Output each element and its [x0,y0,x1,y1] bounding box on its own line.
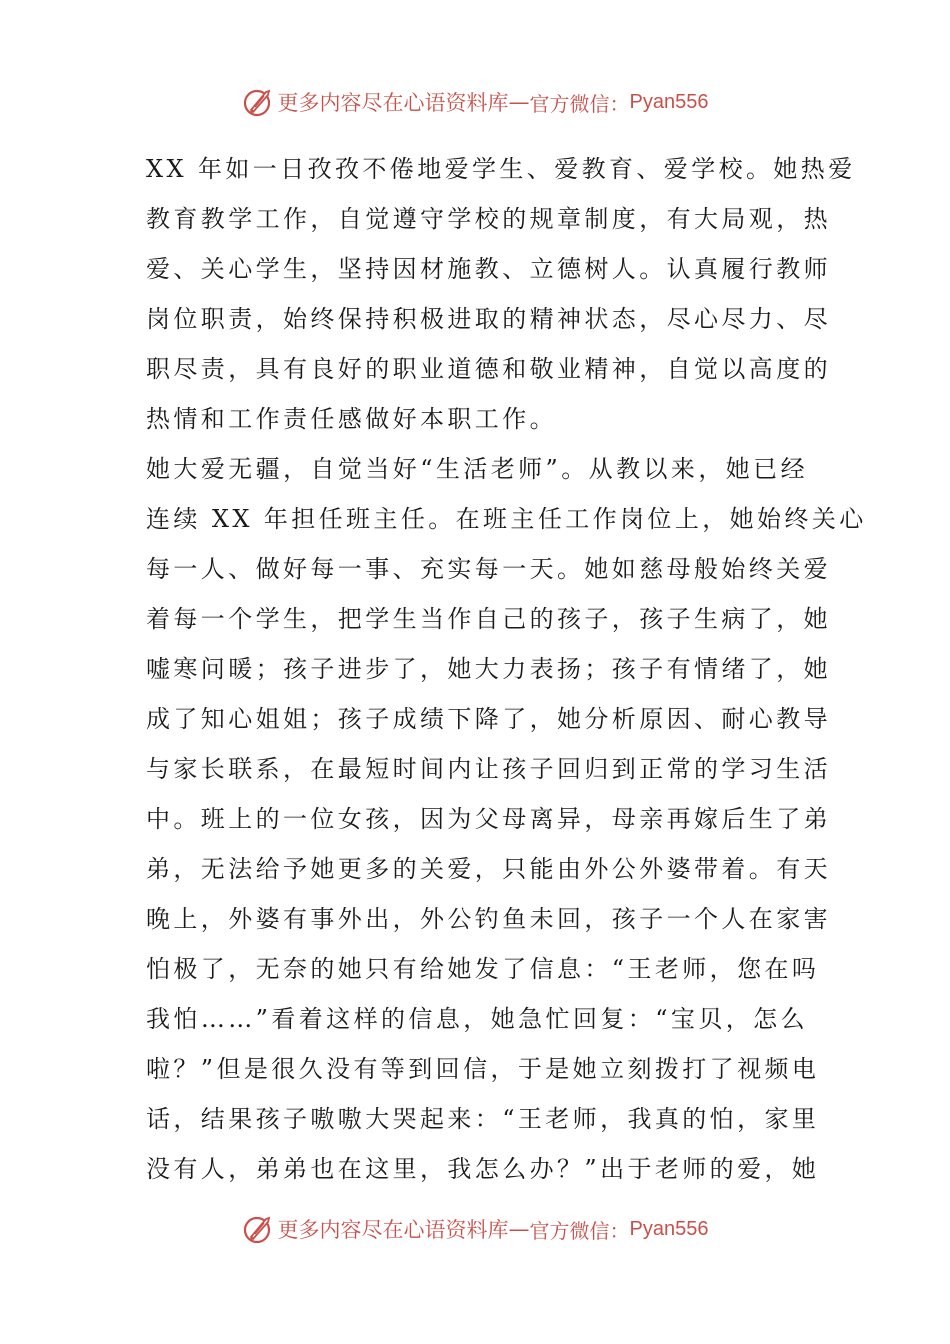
text-line: 怕极了，无奈的她只有给她发了信息：“王老师，您在吗 [146,955,820,983]
wechat-label: 官方微信： [529,1218,630,1243]
document-body [146,144,867,1194]
brand-text: 更多内容尽在心语资料库 [277,91,509,115]
text-line: 与家长联系，在最短时间内让孩子回归到正常的学习生活 [146,755,831,783]
text-line: 晚上，外婆有事外出，外公钓鱼未回，孩子一个人在家害 [146,905,831,933]
text-line: 热情和工作责任感做好本职工作。 [146,405,557,433]
brand-text: 更多内容尽在心语资料库 [277,1218,509,1242]
text-line: 爱、关心学生，坚持因材施教、立德树人。认真履行教师 [146,255,831,283]
text-line: 她大爱无疆，自觉当好“生活老师”。从教以来，她已经 [146,455,808,483]
text-line: 弟，无法给予她更多的关爱，只能由外公外婆带着。有天 [146,855,831,883]
text-line: 中。班上的一位女孩，因为父母离异，母亲再嫁后生了弟 [146,805,831,833]
separator-dash: — [508,1217,530,1241]
text-line: 每一人、做好每一事、充实每一天。她如慈母般始终关爱 [146,555,831,583]
separator-dash: — [508,90,530,114]
wechat-id: Pyan556 [629,1217,709,1240]
text-line: 着每一个学生，把学生当作自己的孩子，孩子生病了，她 [146,605,831,633]
text-line: 没有人，弟弟也在这里，我怎么办？”出于老师的爱，她 [146,1155,820,1183]
text-line: 连续 XX 年担任班主任。在班主任工作岗位上，她始终关心 [146,505,867,533]
header-banner [0,82,950,122]
footer-banner [0,1209,950,1249]
text-line: 成了知心姐姐；孩子成绩下降了，她分析原因、耐心教导 [146,705,831,733]
text-line: 职尽责，具有良好的职业道德和敬业精神，自觉以高度的 [146,355,831,383]
text-line: 岗位职责，始终保持积极进取的精神状态，尽心尽力、尽 [146,305,831,333]
text-line: 啦？”但是很久没有等到回信，于是她立刻拨打了视频电 [146,1055,820,1083]
wechat-label: 官方微信： [529,91,630,116]
wechat-id: Pyan556 [629,90,709,113]
quill-pen-logo-icon [242,1213,274,1245]
text-line: XX 年如一日孜孜不倦地爱学生、爱教育、爱学校。她热爱 [146,155,856,183]
text-line: 我怕……”看着这样的信息，她急忙回复：“宝贝，怎么 [146,1005,808,1033]
text-line: 话，结果孩子嗷嗷大哭起来：“王老师，我真的怕，家里 [146,1105,820,1133]
text-line: 教育教学工作，自觉遵守学校的规章制度，有大局观，热 [146,205,831,233]
text-line: 嘘寒问暖；孩子进步了，她大力表扬；孩子有情绪了，她 [146,655,831,683]
quill-pen-logo-icon [242,86,274,118]
